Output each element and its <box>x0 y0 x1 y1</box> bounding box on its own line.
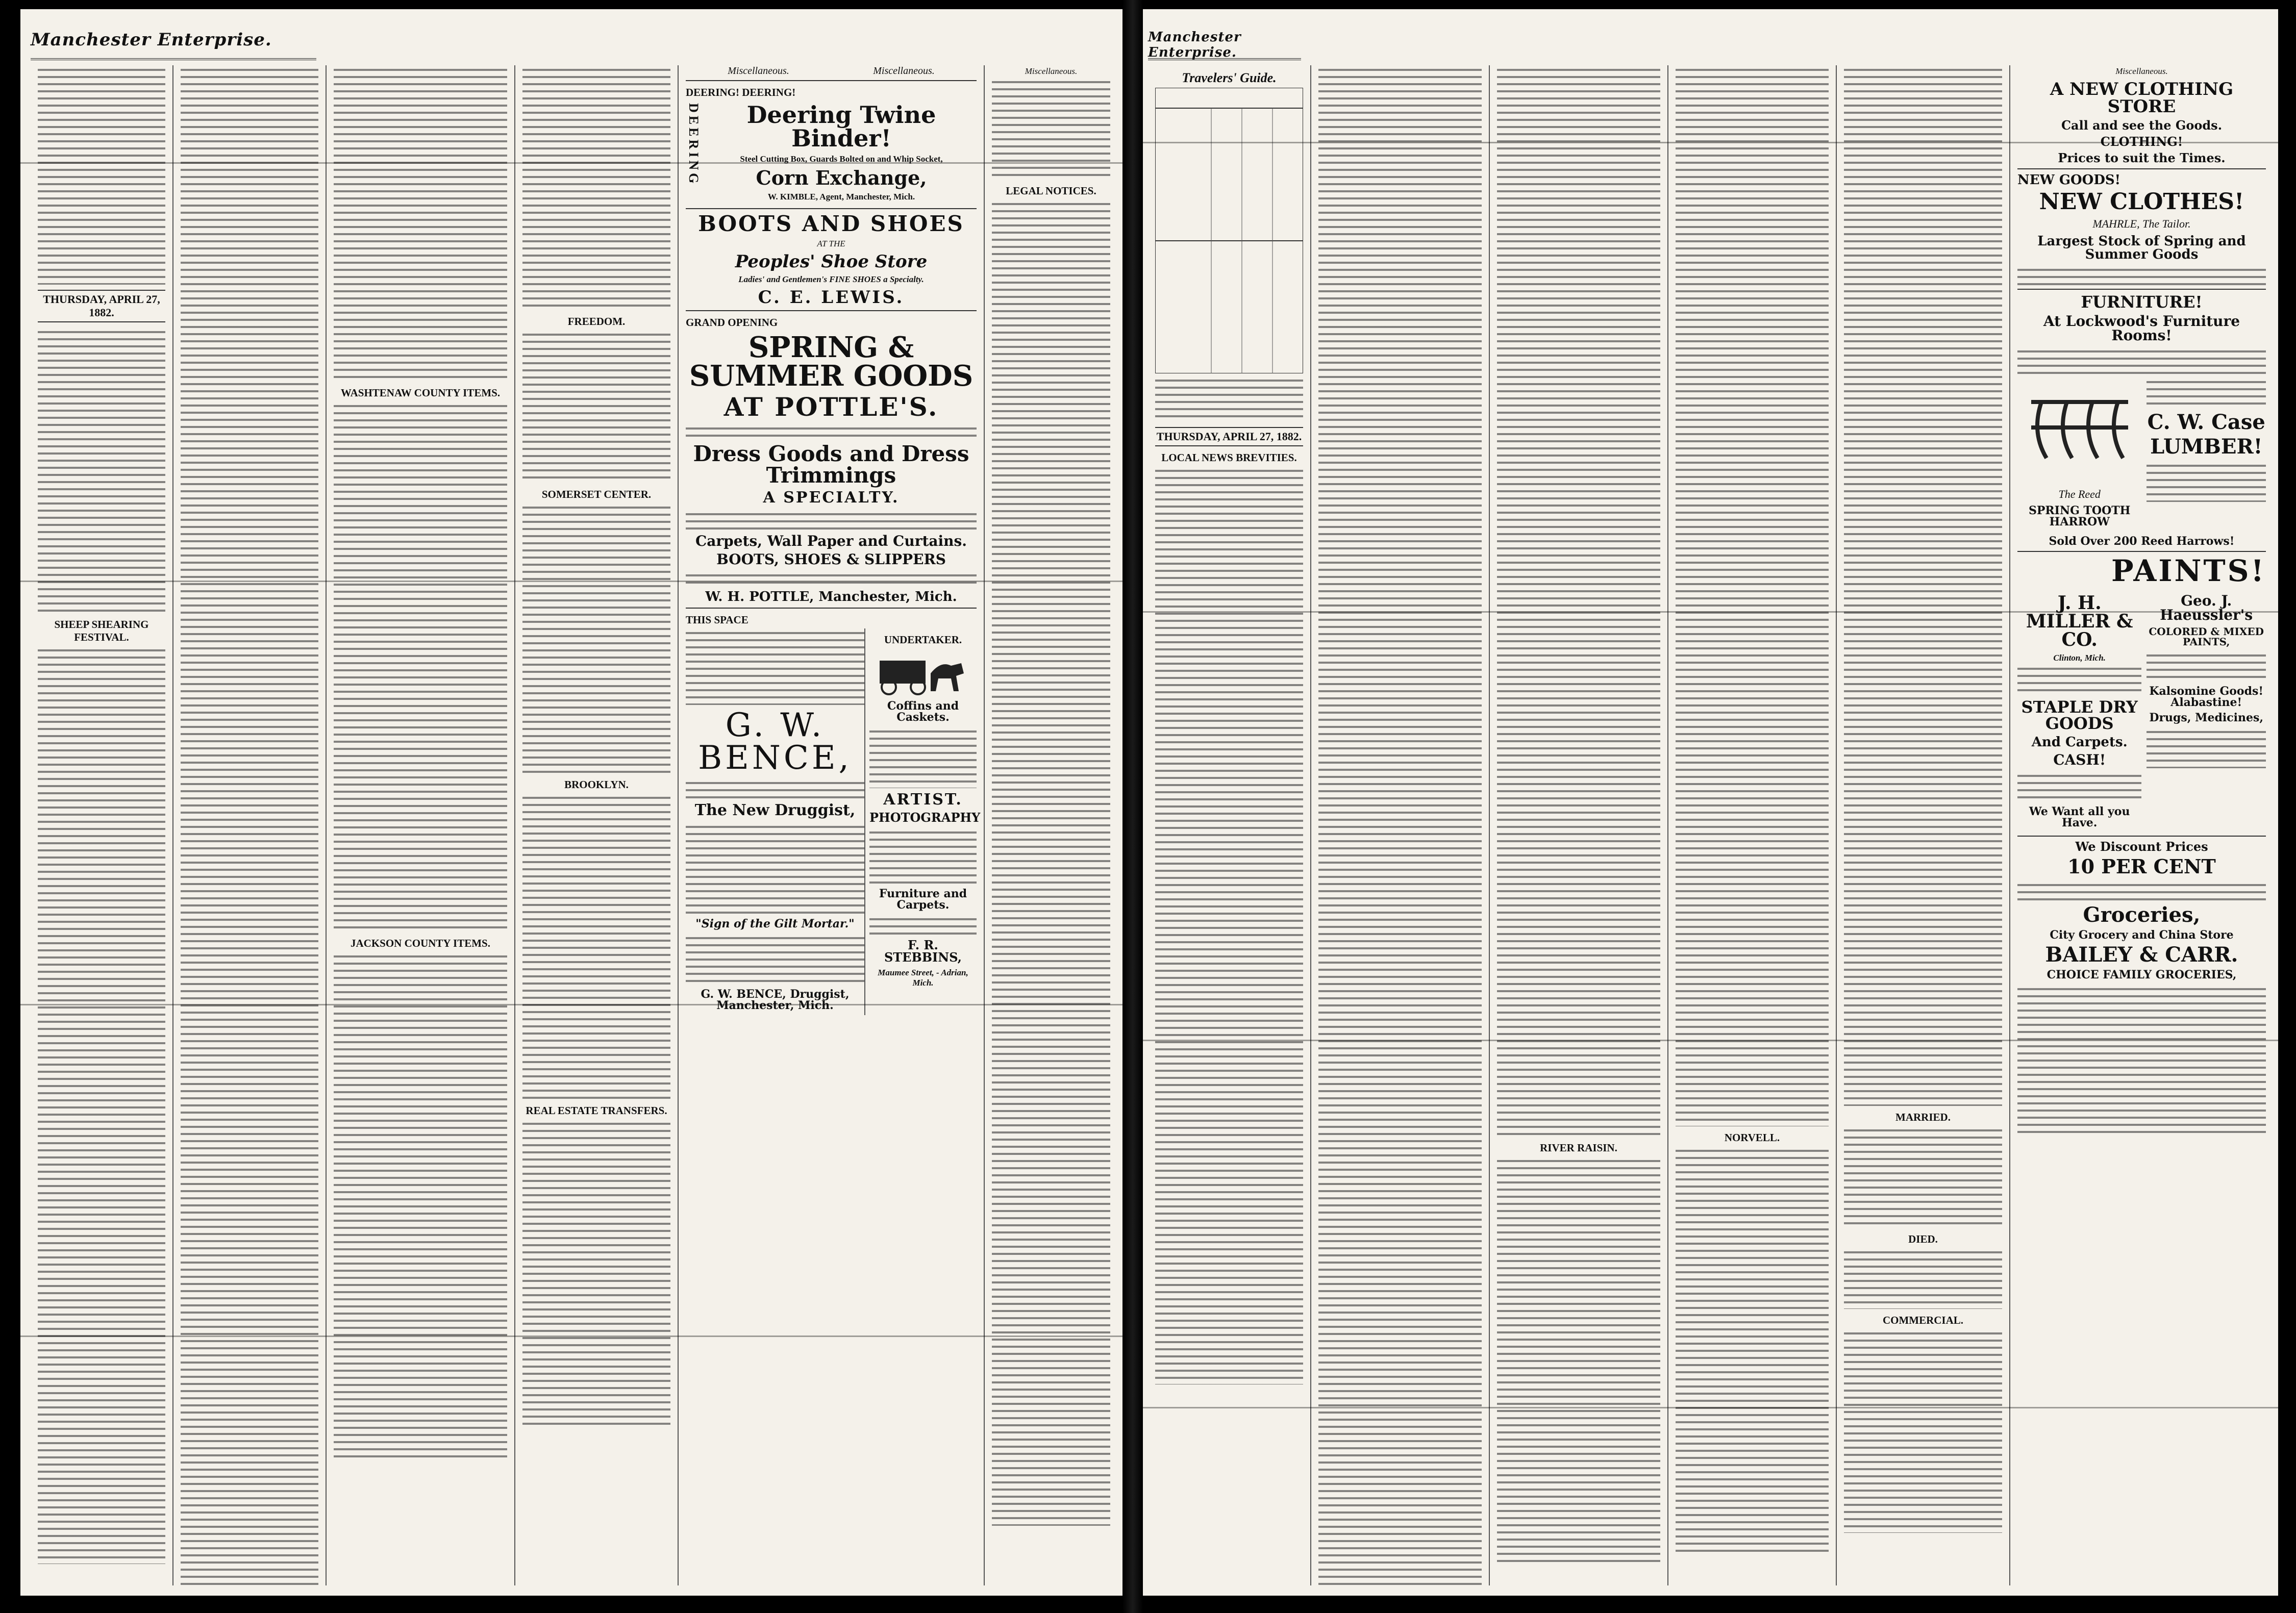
railroad-timetable <box>1155 88 1303 373</box>
left-masthead <box>31 30 316 60</box>
right-column-5 <box>1837 65 2010 1585</box>
pottle-grand: GRAND OPENING <box>686 316 778 329</box>
real-estate-transfers-heading: REAL ESTATE TRANSFERS. <box>526 1104 667 1117</box>
largest-stock: Largest Stock of Spring and Summer Goods <box>2037 234 2246 262</box>
left-column-3 <box>327 65 515 1585</box>
norvell-heading: NORVELL. <box>1724 1131 1780 1144</box>
commercial-heading: COMMERCIAL. <box>1882 1314 1964 1326</box>
coffins: Coffins and Caskets. <box>887 699 959 724</box>
deering-desc: Steel Cutting Box, Guards Bolted on and Whip Socket, <box>740 154 943 164</box>
right-column-3 <box>1490 65 1668 1585</box>
brooklyn-heading: BROOKLYN. <box>564 778 629 791</box>
misc-column-heads <box>686 65 977 77</box>
boots-name: C. E. LEWIS. <box>758 287 905 308</box>
deering-title: Deering Twine Binder! <box>746 101 936 152</box>
left-ad-block <box>679 65 985 1585</box>
pottle-carpets: Carpets, Wall Paper and Curtains. <box>695 533 967 549</box>
freedom-heading: FREEDOM. <box>567 315 626 327</box>
local-news-heading: LOCAL NEWS BREVITIES. <box>1161 451 1297 464</box>
pottle-boots: BOOTS, SHOES & SLIPPERS <box>716 551 946 568</box>
case: C. W. Case <box>2147 410 2265 434</box>
choice-groceries: CHOICE FAMILY GROCERIES, <box>2047 968 2237 981</box>
ten-percent: 10 PER CENT <box>2067 855 2216 878</box>
right-column-2 <box>1311 65 1490 1585</box>
want-all: We Want all you Have. <box>2029 805 2130 829</box>
pottle-dress: Dress Goods and Dress Trimmings <box>693 441 969 488</box>
photography: PHOTOGRAPHY <box>869 810 981 825</box>
deering-place: Corn Exchange, <box>756 166 927 189</box>
paints: PAINTS! <box>2111 553 2266 588</box>
left-column-2 <box>173 65 327 1585</box>
right-dateline: THURSDAY, APRIL 27, 1882. <box>1155 427 1303 446</box>
artist: ARTIST. <box>883 791 963 809</box>
mahrle: MAHRLE, The Tailor. <box>2092 217 2191 230</box>
river-raisin-heading: RIVER RAISIN. <box>1540 1142 1617 1154</box>
bence-name: G. W. BENCE, <box>698 707 852 777</box>
page-gutter <box>1122 0 1143 1613</box>
city-grocery: City Grocery and China Store <box>2050 928 2234 942</box>
deering-vertical: DEERING <box>686 103 701 187</box>
sheep-shearing-heading: SHEEP SHEARING FESTIVAL. <box>54 618 149 643</box>
boots-specialty: Ladies' and Gentlemen's FINE SHOES a Specialty. <box>738 274 924 284</box>
and-carpets: And Carpets. <box>2031 735 2128 750</box>
deering-top: DEERING! DEERING! <box>686 86 796 98</box>
new-goods: NEW GOODS! <box>2017 172 2121 188</box>
legal-notices-heading: LEGAL NOTICES. <box>1006 185 1096 197</box>
misc-head-3: Miscellaneous. <box>1025 66 1078 76</box>
call-see: Call and see the Goods. <box>2061 118 2223 133</box>
boots-at-the: AT THE <box>817 239 845 248</box>
prices: Prices to suit the Times. <box>2058 150 2226 165</box>
stebbins-addr: Maumee Street, - Adrian, Mich. <box>878 968 968 988</box>
left-dateline: THURSDAY, APRIL 27, 1882. <box>38 290 165 322</box>
pottle-name: W. H. POTTLE, Manchester, Mich. <box>705 589 957 604</box>
bence-this-space: THIS SPACE <box>686 614 748 626</box>
haeussler: Geo. J. Haeussler's <box>2160 592 2253 623</box>
right-column-4 <box>1668 65 1837 1585</box>
married-heading: MARRIED. <box>1895 1111 1951 1123</box>
hearse-illustration <box>875 650 971 696</box>
lumber: LUMBER! <box>2150 435 2263 459</box>
furniture: FURNITURE! <box>2081 292 2203 312</box>
pottle-at: AT POTTLE'S. <box>723 392 939 422</box>
left-column-4 <box>515 65 679 1585</box>
died-heading: DIED. <box>1908 1233 1938 1245</box>
cash: CASH! <box>2053 751 2106 768</box>
right-masthead-title: Manchester Enterprise. <box>1148 30 1241 60</box>
misc-head-2: Miscellaneous. <box>873 65 935 77</box>
lockwood: At Lockwood's Furniture Rooms! <box>2043 313 2240 344</box>
bailey-carr: BAILEY & CARR. <box>2045 943 2238 967</box>
kalsomine: Kalsomine Goods! Alabastine! <box>2149 685 2264 709</box>
left-column-1 <box>31 65 173 1585</box>
travelers-guide: Travelers' Guide. <box>1182 70 1277 85</box>
left-masthead-title: Manchester Enterprise. <box>31 30 272 50</box>
groceries: Groceries, <box>2083 903 2201 927</box>
boots-store: Peoples' Shoe Store <box>735 251 928 272</box>
harrow: SPRING TOOTH HARROW <box>2028 504 2131 528</box>
miller-clinton: Clinton, Mich. <box>2053 653 2106 663</box>
undertaker: UNDERTAKER. <box>884 634 962 646</box>
bence-druggist: The New Druggist, <box>694 801 856 819</box>
harrow-brand: The Reed <box>2058 488 2101 500</box>
left-page <box>20 9 1122 1596</box>
bence-footer: G. W. BENCE, Druggist, Manchester, Mich. <box>701 988 850 1012</box>
spring-tooth-harrow-illustration <box>2021 382 2138 484</box>
clothing: CLOTHING! <box>2100 134 2183 149</box>
furniture-carpets: Furniture and Carpets. <box>879 887 967 912</box>
colored-paints: COLORED & MIXED PAINTS, <box>2149 625 2264 648</box>
misc-head-1: Miscellaneous. <box>728 65 789 77</box>
left-column-legal <box>985 65 1117 1585</box>
right-column-1 <box>1148 65 1311 1585</box>
right-page <box>1143 9 2278 1596</box>
sold-harrows: Sold Over 200 Reed Harrows! <box>2049 535 2235 548</box>
right-ad-column <box>2010 65 2273 1585</box>
pottle-title: SPRING & SUMMER GOODS <box>689 331 974 393</box>
deering-ad <box>686 103 977 205</box>
right-masthead <box>1148 30 1301 60</box>
miller-name: J. H. MILLER & CO. <box>2026 592 2133 650</box>
discount: We Discount Prices <box>2075 839 2208 854</box>
new-clothes: NEW CLOTHES! <box>2039 189 2244 215</box>
bence-sign: "Sign of the Gilt Mortar." <box>695 917 855 930</box>
washtenaw-items-heading: WASHTENAW COUNTY ITEMS. <box>340 387 501 399</box>
jackson-items-heading: JACKSON COUNTY ITEMS. <box>350 937 490 949</box>
clothing-store: A NEW CLOTHING STORE <box>2050 79 2234 117</box>
right-misc-head: Miscellaneous. <box>2115 66 2168 76</box>
staple-dry-goods: STAPLE DRY GOODS <box>2021 697 2138 733</box>
boots-title: BOOTS AND SHOES <box>698 211 964 236</box>
somerset-heading: SOMERSET CENTER. <box>541 488 652 500</box>
pottle-specialty: A SPECIALTY. <box>763 489 900 507</box>
stebbins-name: F. R. STEBBINS, <box>884 938 962 965</box>
drugs: Drugs, Medicines, <box>2149 711 2263 724</box>
deering-agent: W. KIMBLE, Agent, Manchester, Mich. <box>767 192 915 201</box>
